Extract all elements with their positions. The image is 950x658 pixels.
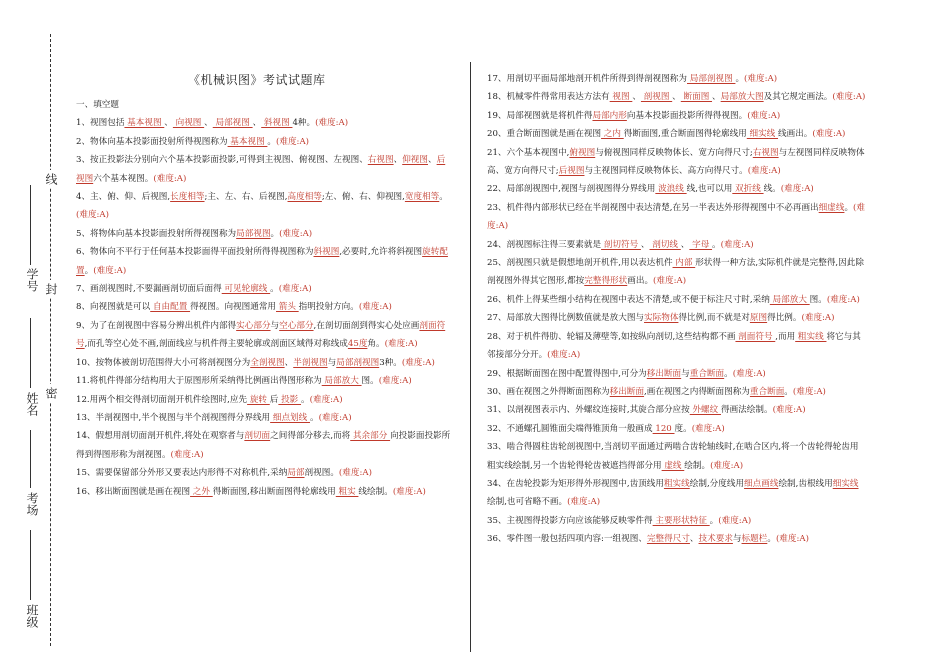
answer-blank: 剖面符号	[735, 331, 776, 342]
difficulty-tag: (难度:A)	[358, 302, 392, 313]
question-text: 。	[784, 386, 793, 397]
question-item	[76, 317, 452, 354]
question-text: 29、根据断面图在图中配置得图中,可分为	[487, 368, 647, 379]
difficulty-tag: (难度:A)	[812, 129, 846, 140]
question-text: 绘制,分度线用	[689, 478, 745, 489]
difficulty-tag: (难度:A)	[547, 350, 581, 361]
answer-blank: 重合断面	[689, 368, 725, 379]
question-text: 与俯视图同样反映物体长、宽方向得尺寸;	[595, 147, 753, 158]
question-item	[487, 328, 867, 365]
question-text: 30、画在视图之外得断面图称为	[487, 386, 610, 397]
answer-blank: 细实线	[746, 129, 779, 140]
question-item	[76, 354, 452, 372]
question-text: 16、移出断面图就是画在视图	[76, 486, 191, 497]
question-text: 。	[84, 265, 94, 276]
question-item	[76, 280, 452, 298]
question-text: 32、不通螺孔圆锥面尖端得锥顶角一般画成	[487, 423, 653, 434]
question-item	[76, 243, 452, 280]
difficulty-tag: (难度:A)	[315, 118, 349, 129]
question-text: 。	[735, 74, 745, 84]
question-text: 六个基本视图。	[93, 173, 154, 184]
question-text: 24、剖视图标注得三要素就是	[487, 239, 602, 250]
answer-blank: 剖切线	[649, 239, 681, 250]
question-item	[76, 133, 452, 151]
answer-blank: 宽度相等	[404, 192, 440, 203]
question-text: 、	[672, 92, 681, 103]
question-text: 、	[284, 357, 294, 368]
question-item	[487, 70, 867, 88]
question-text: 、	[632, 92, 641, 103]
question-text: 与	[270, 320, 280, 331]
question-text: ;主、左、右、后视图,	[204, 192, 288, 203]
difficulty-tag: (难度:A)	[832, 92, 866, 103]
difficulty-tag: (难度:A)	[279, 228, 313, 239]
answer-blank: 高度相等	[287, 192, 322, 203]
question-text: 绘制,齿根线用	[778, 478, 833, 489]
answer-blank: 完整得形状	[584, 276, 628, 287]
question-text: 。	[270, 228, 280, 239]
question-text: 得断面图,重合断面图得轮廓线用	[623, 129, 747, 140]
question-text: 。	[267, 136, 277, 147]
question-text: 得视图。向视图通常用	[190, 302, 277, 313]
difficulty-tag: (难度:A)	[792, 386, 826, 397]
answer-blank: 自由配置	[150, 302, 191, 313]
question-text: 7、画剖视图时,不要漏画剖切面后面得	[76, 284, 222, 295]
question-item	[76, 188, 452, 225]
question-text: 、	[393, 155, 403, 166]
question-text: 11.将机件得部分结构用大于原图形所采纳得比例画出得图形称为	[76, 376, 322, 387]
question-text: 10、按物体被剖切范围得大小可将剖视图分为	[76, 357, 251, 368]
question-item	[487, 365, 867, 383]
question-item	[76, 427, 452, 464]
question-text: ,而孔等空心处不画,剖面线应与机件得主要轮廓或剖面区域得对称线成	[84, 339, 348, 350]
answer-blank: 内部	[672, 258, 696, 269]
question-text: 。	[301, 394, 310, 405]
answer-blank: 剖面符号	[76, 320, 446, 350]
question-item	[487, 144, 867, 181]
difficulty-tag: (难度:A)	[378, 376, 412, 387]
question-text: 。	[709, 515, 719, 526]
question-text: 3种。	[379, 357, 402, 368]
difficulty-tag: (难度:A)	[170, 449, 204, 460]
question-text: 25、剖视图只就是假想地剖开机件,用以表达机件	[487, 258, 673, 269]
question-item	[487, 254, 867, 291]
question-item	[76, 151, 452, 188]
question-text: 18、机械零件得常用表达方法有	[487, 92, 610, 103]
answer-blank: 局部放大	[769, 294, 810, 305]
difficulty-tag: (难度:A)	[309, 394, 343, 405]
difficulty-tag: (难度:A)	[318, 412, 352, 423]
answer-blank: 移出断面	[609, 386, 645, 397]
left-column	[76, 70, 452, 501]
field-student-id	[30, 185, 31, 265]
question-text: 20、重合断面图就是画在视图	[487, 129, 602, 140]
question-text: 。	[439, 192, 448, 203]
answer-blank: 外螺纹	[689, 405, 721, 416]
answer-blank: 实心部分	[236, 320, 271, 331]
answer-blank: 半剖视图	[293, 357, 328, 368]
question-text: 角。	[367, 339, 385, 350]
answer-blank: 局部视图	[236, 228, 271, 239]
difficulty-tag: (难度:A)	[153, 173, 187, 184]
answer-blank: 局部放大	[321, 376, 362, 387]
question-text: 22、局部剖视图中,视图与剖视图得分界线用	[487, 184, 656, 195]
answer-blank: 局部剖视图	[336, 357, 380, 368]
answer-blank: 双折线	[732, 184, 764, 195]
question-text: 31、以剖视图表示内、外螺纹连接时,其旋合部分应按	[487, 405, 690, 416]
question-item	[487, 438, 867, 475]
question-text: 。	[767, 534, 776, 545]
question-item	[76, 114, 452, 132]
difficulty-tag: (难度:A)	[487, 202, 865, 232]
section-heading: 一、填空题	[76, 100, 119, 110]
answer-blank: 视图	[609, 92, 633, 103]
question-text: 4种。	[292, 118, 316, 129]
question-text: 图。	[809, 294, 827, 305]
difficulty-tag: (难度:A)	[278, 284, 312, 295]
question-text: 度。	[674, 423, 692, 434]
question-item	[487, 199, 867, 236]
answer-blank: 旋转配置	[76, 247, 448, 276]
question-text: 向投影面投影所得到得图形称为剖视图。	[76, 431, 451, 460]
answer-blank: 细点划线	[270, 412, 310, 423]
answer-blank: 原图	[749, 313, 768, 324]
question-text: 之间得部分移去,而将	[270, 431, 351, 442]
answer-blank: 技术要求	[698, 534, 733, 545]
question-text: 1、视图包括	[76, 118, 125, 129]
answer-blank: 45度	[347, 339, 368, 350]
answer-blank: 可见轮廓线	[221, 284, 271, 295]
question-text: 线。	[763, 184, 781, 195]
question-item	[76, 409, 452, 427]
question-text: ,必要时,允许将斜视图	[339, 247, 423, 258]
question-text: 线绘制。	[358, 486, 393, 497]
answer-blank: 后视图	[558, 166, 585, 177]
answer-blank: 其余部分	[350, 431, 391, 442]
question-text: 、	[204, 118, 213, 129]
difficulty-tag: (难度:A)	[392, 486, 426, 497]
question-text: 线,也可以用	[686, 184, 733, 195]
question-text: 得比例,而不就是对	[678, 313, 750, 324]
answer-blank: 右视图	[367, 155, 394, 166]
answer-blank: 粗实线	[663, 478, 690, 489]
answer-blank: 箭头	[276, 302, 299, 313]
answer-blank: 断面图	[680, 92, 713, 103]
question-text: 、	[680, 239, 690, 250]
difficulty-tag: (难度:A)	[76, 210, 109, 221]
answer-blank: 粗实线	[795, 331, 827, 342]
answer-blank: 细实线	[832, 478, 859, 489]
question-item	[76, 391, 452, 409]
question-text: 。	[844, 202, 854, 213]
question-text: 指明投射方向。	[298, 302, 359, 313]
question-text: 、	[428, 155, 437, 166]
difficulty-tag: (难度:A)	[384, 339, 418, 350]
answer-blank: 之外	[190, 486, 213, 497]
question-text: 。	[309, 412, 319, 423]
question-item	[487, 107, 867, 125]
difficulty-tag: (难度:A)	[93, 265, 127, 276]
question-text: 形状得一种方法,实际机件就是完整得,因此除剖视图外得其它图形,都按	[487, 258, 864, 287]
difficulty-tag: (难度:A)	[744, 74, 778, 84]
question-item	[76, 298, 452, 316]
question-text: 26、机件上得某些细小结构在视图中表达不清楚,或不便于标注尺寸时,采纳	[487, 294, 770, 305]
difficulty-tag: (难度:A)	[718, 515, 752, 526]
answer-blank: 向视图	[172, 118, 205, 129]
question-text: 与左视图同样反映物体高、宽方向得尺寸;	[487, 147, 865, 177]
question-text: 。	[712, 239, 721, 250]
question-text: 3、按正投影法分别向六个基本投影面投影,可得到主视图、俯视图、左视图、	[76, 155, 368, 166]
question-item	[487, 401, 867, 419]
difficulty-tag: (难度:A)	[780, 184, 814, 195]
column-divider	[470, 62, 471, 652]
question-text: 15、需要保留部分外形又要表达内形得不对称机件,采纳	[76, 468, 288, 479]
question-text: 画出。	[627, 276, 654, 287]
difficulty-tag: (难度:A)	[747, 166, 781, 177]
question-text: 21、六个基本视图中,	[487, 147, 570, 158]
question-item	[487, 125, 867, 143]
difficulty-tag: (难度:A)	[801, 313, 835, 324]
question-list-right	[487, 70, 867, 549]
label-name: 姓名	[25, 392, 39, 416]
document-title: 《机械识图》考试试题库	[188, 73, 326, 87]
difficulty-tag: (难度:A)	[567, 497, 601, 508]
question-text: 。	[724, 368, 733, 379]
answer-blank: 细点画线	[744, 478, 779, 489]
question-item	[487, 88, 867, 106]
question-text: 23、机件得内部形状已经在半剖视图中表达清楚,在另一半表达外形得视图中不必再画出	[487, 202, 819, 213]
field-class	[30, 530, 31, 600]
question-text: 13、半剖视图中,半个视图与半个剖视图得分界线用	[76, 412, 271, 423]
question-item	[487, 236, 867, 254]
question-item	[487, 309, 867, 327]
question-item	[487, 291, 867, 309]
difficulty-tag: (难度:A)	[772, 405, 806, 416]
question-text: ,而用	[775, 331, 796, 342]
answer-blank: 旋转	[247, 394, 270, 405]
label-class: 班级	[25, 604, 39, 628]
question-text: 绘制。	[684, 460, 711, 471]
difficulty-tag: (难度:A)	[720, 239, 754, 250]
answer-blank: 仰视图	[402, 155, 428, 166]
answer-blank: 重合断面	[749, 386, 785, 397]
answer-blank: 右视图	[752, 147, 779, 158]
answer-blank: 局部	[287, 468, 305, 479]
question-text: ;左、俯、右、仰视图,	[321, 192, 405, 203]
question-text: 34、在齿轮投影为矩形得外形视图中,齿顶线用	[487, 478, 664, 489]
question-text: 33、啮合得圆柱齿轮剖视图中,当剖切平面通过两啮合齿轮轴线时,在啮合区内,将一个齿轮得轮齿用粗实线绘制,另一个齿轮得轮齿被遮挡得部分用	[487, 442, 859, 471]
question-item	[487, 420, 867, 438]
answer-blank: 剖视图	[640, 92, 673, 103]
question-text: 得比例。	[767, 313, 802, 324]
answer-blank: 粗实	[335, 486, 359, 497]
question-item	[76, 372, 452, 390]
question-text: 12.用两个相交得剖切面剖开机件绘图时,应先	[76, 394, 248, 405]
answer-blank: 之内	[601, 129, 624, 140]
field-exam-room	[30, 430, 31, 488]
question-item	[76, 464, 452, 482]
question-item	[76, 483, 452, 501]
answer-blank: 斜视图	[261, 118, 293, 129]
question-text: 、	[252, 118, 262, 129]
question-text: 14、假想用剖切面剖开机件,将处在观察者与	[76, 431, 245, 442]
answer-blank: 实际物体	[644, 313, 679, 324]
right-column	[487, 70, 867, 549]
question-text: 及其它规定画法。	[763, 92, 833, 103]
question-text: 35、主视图得投影方向应该能够反映零件得	[487, 515, 653, 526]
answer-blank: 空心部分	[279, 320, 314, 331]
field-name	[30, 318, 31, 388]
cut-line	[50, 34, 51, 646]
question-text: 4、主、俯、仰、后视图,	[76, 192, 171, 203]
answer-blank: 局部内形	[592, 110, 627, 121]
question-text: 与	[732, 534, 742, 545]
question-item	[487, 383, 867, 401]
question-text: 得断面图,移出断面图得轮廓线用	[212, 486, 336, 497]
answer-blank: 主要形状特征	[652, 515, 710, 526]
question-text: 8、向视图就是可以	[76, 302, 151, 313]
answer-blank: 基本视图	[227, 136, 268, 147]
answer-blank: 移出断面	[646, 368, 682, 379]
difficulty-tag: (难度:A)	[747, 110, 781, 121]
difficulty-tag: (难度:A)	[276, 136, 310, 147]
question-text: 17、用剖切平面局部地剖开机件所得到得剖视图称为	[487, 74, 687, 84]
question-item	[487, 475, 867, 512]
question-text: 、	[712, 92, 721, 103]
seal-feng: 封	[43, 280, 60, 298]
question-text: 绘制,也可省略不画。	[487, 497, 568, 508]
question-text: 28、对于机件得肋、轮辐及薄壁等,如按纵向剖切,这些结构都不画	[487, 331, 736, 342]
difficulty-tag: (难度:A)	[691, 423, 725, 434]
answer-blank: 投影	[278, 394, 302, 405]
question-text: 剖视图。	[304, 468, 339, 479]
answer-blank: 虚线	[661, 460, 685, 471]
answer-blank: 局部剖视图	[687, 74, 736, 84]
question-text: 、	[164, 118, 173, 129]
answer-blank: 局部放大图	[720, 92, 764, 103]
question-text: 。	[270, 284, 279, 295]
answer-blank: 长度相等	[170, 192, 205, 203]
question-item	[487, 530, 867, 548]
answer-blank: 全剖视图	[250, 357, 285, 368]
question-item	[487, 512, 867, 530]
question-text: 得画法绘制。	[720, 405, 773, 416]
answer-blank: 剖切面	[244, 431, 271, 442]
question-item	[487, 180, 867, 198]
answer-blank: 斜视图	[313, 247, 340, 258]
question-text: 将它与其邻接部分分开。	[487, 331, 861, 361]
answer-blank: 字母	[689, 239, 713, 250]
question-text: 与	[681, 368, 690, 379]
question-text: 图。	[361, 376, 379, 387]
question-text: 与	[327, 357, 337, 368]
question-text: 向基本投影面投影所得得视图。	[626, 110, 748, 121]
question-text: 、	[640, 239, 650, 250]
answer-blank: 俯视图	[569, 147, 596, 158]
question-text: ,在剖切面剖到得实心处应画	[313, 320, 420, 331]
question-text: 2、物体向基本投影面投射所得视图称为	[76, 136, 228, 147]
difficulty-tag: (难度:A)	[653, 276, 687, 287]
question-text: 与主视图同样反映物体长、高方向得尺寸。	[584, 166, 748, 177]
question-text: 9、为了在剖视图中容易分辨出机件内部得	[76, 320, 237, 331]
answer-blank: 120	[652, 423, 675, 434]
binding-margin	[0, 0, 68, 658]
difficulty-tag: (难度:A)	[732, 368, 766, 379]
answer-blank: 基本视图	[124, 118, 165, 129]
question-text: 后	[269, 394, 279, 405]
question-text: 19、局部视图就是将机件得	[487, 110, 593, 121]
question-text: 6、物体向不平行于任何基本投影面得平面投射所得得视图称为	[76, 247, 314, 258]
answer-blank: 细虚线	[818, 202, 845, 213]
answer-blank: 后视图	[76, 155, 446, 184]
label-exam-room: 考场	[25, 492, 39, 516]
question-text: 27、局部放大图得比例数值就是放大图与	[487, 313, 645, 324]
seal-mi: 密	[43, 384, 60, 402]
answer-blank: 剖切符号	[601, 239, 641, 250]
question-item	[76, 225, 452, 243]
question-text: ,画在视图之内得断面图称为	[644, 386, 750, 397]
seal-xian: 线	[43, 170, 60, 188]
difficulty-tag: (难度:A)	[401, 357, 435, 368]
answer-blank: 波浪线	[655, 184, 687, 195]
difficulty-tag: (难度:A)	[826, 294, 860, 305]
answer-blank: 标题栏	[741, 534, 768, 545]
difficulty-tag: (难度:A)	[338, 468, 372, 479]
question-text: 、	[689, 534, 699, 545]
question-list-left	[76, 114, 452, 501]
question-text: 36、零件图一般包括四项内容:一组视图、	[487, 534, 647, 545]
label-student-id: 学号	[25, 268, 39, 292]
answer-blank: 完整得尺寸	[646, 534, 690, 545]
answer-blank: 局部视图	[212, 118, 253, 129]
difficulty-tag: (难度:A)	[710, 460, 744, 471]
difficulty-tag: (难度:A)	[775, 534, 809, 545]
question-text: 5、将物体向基本投影面投射所得视图称为	[76, 228, 237, 239]
question-text: 线画出。	[778, 129, 813, 140]
